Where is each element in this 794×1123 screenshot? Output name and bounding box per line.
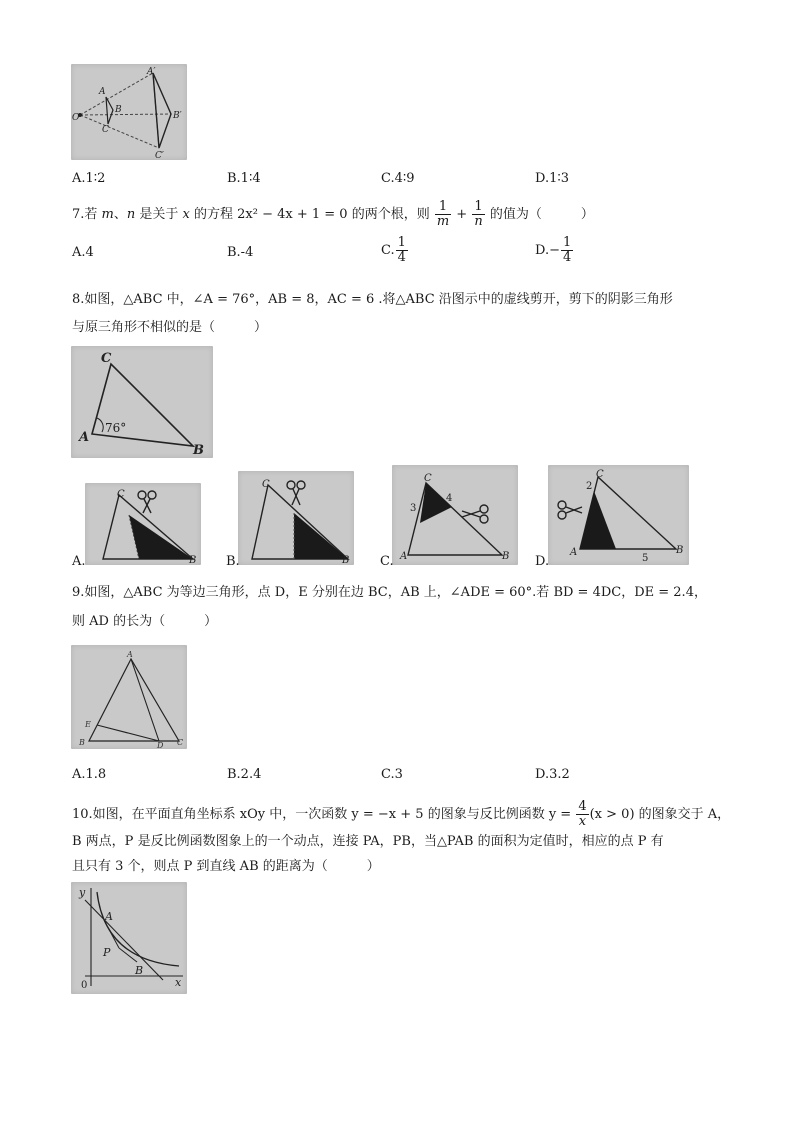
q8-optC-label-b: B <box>502 551 510 562</box>
q7-stem-e: 的值为（ ） <box>485 207 594 222</box>
q7-frac2-num: 1 <box>472 200 484 215</box>
q8-optC-label-4: 4 <box>446 493 453 504</box>
q7-option-b: B.-4 <box>227 245 254 260</box>
q10-stem-line2: B 两点，P 是反比例函数图象上的一个动点，连接 PA，PB，当△PAB 的面积为定值时，相应的点 P 有 <box>72 834 664 849</box>
q8-optB-label-b: B <box>342 555 350 565</box>
q8-optD-label-2: 2 <box>586 481 593 492</box>
q7-sep: 、 <box>113 207 127 222</box>
q8-optD-label-5: 5 <box>642 553 649 564</box>
q7-stem-c: 的方程 <box>189 207 238 222</box>
q8-option-b-drawing <box>238 471 354 565</box>
q6-label-b2: B′ <box>173 111 182 121</box>
q7-option-c-prefix: C. <box>381 243 395 258</box>
q7-option-a: A.4 <box>72 245 94 260</box>
q10-fraction <box>576 800 588 829</box>
q8-option-d-drawing <box>548 465 689 565</box>
q9-option-b: B.2.4 <box>227 767 262 782</box>
scissors-icon <box>558 501 582 519</box>
q6-label-c2: C′ <box>155 151 164 160</box>
q6-label-b: B <box>115 105 122 115</box>
q10-stem-line3: 且只有 3 个，则点 P 到直线 AB 的距离为（ ） <box>72 859 380 874</box>
q7-option-c <box>381 236 409 265</box>
q7-equation: 2x² − 4x + 1 = 0 <box>237 207 348 222</box>
q8-optB-label-c: C <box>262 479 270 490</box>
q7-var-m: m <box>101 207 114 222</box>
q7-frac1-den: m <box>436 214 450 229</box>
q8-optC-label-c: C <box>424 473 432 484</box>
q10-stem-line1-b: (x > 0) 的图象交于 A， <box>589 807 731 822</box>
q9-option-a: A.1.8 <box>72 767 107 782</box>
q9-figure-drawing <box>71 645 187 749</box>
q8-option-b-figure <box>238 471 354 565</box>
q7-frac2-den: n <box>474 214 483 229</box>
q8-optC-label-a: A <box>400 551 408 562</box>
q10-label-a: A <box>105 910 113 923</box>
q7-option-c-fraction <box>396 236 408 265</box>
q6-option-d: D.1∶3 <box>535 171 570 186</box>
q8-stem-line1: 8.如图，△ABC 中，∠A = 76°，AB = 8，AC = 6 .将△ABC 沿图示中的虚线剪开，剪下的阴影三角形 <box>72 292 673 307</box>
scissors-icon <box>138 491 156 513</box>
q8-main-figure <box>71 346 213 458</box>
q6-label-a: A <box>99 87 106 97</box>
q10-label-o: 0 <box>81 980 88 991</box>
q9-label-a: A <box>127 650 133 659</box>
q10-frac-num: 4 <box>578 799 587 814</box>
q8-option-c-prefix: C. <box>380 554 394 569</box>
q10-frac-den: x <box>578 814 587 829</box>
q7-plus: + <box>452 207 472 222</box>
q10-label-b: B <box>135 964 144 977</box>
q8-optA-label-c: C <box>117 489 125 500</box>
q10-label-x: x <box>175 976 182 989</box>
q6-figure-drawing <box>71 64 187 160</box>
q6-figure <box>71 64 187 160</box>
q7-fraction-1 <box>435 200 451 229</box>
q8-option-d-figure <box>548 465 689 565</box>
q8-main-label-b: B <box>193 443 204 458</box>
q10-stem-line1-a: 10.如图，在平面直角坐标系 xOy 中，一次函数 y = −x + 5 的图象与反比例函数 y = <box>72 807 576 822</box>
q8-main-label-angle: 76° <box>105 421 127 435</box>
q7-option-d-den: 4 <box>562 250 572 265</box>
q7-fraction-2 <box>472 200 484 229</box>
q9-option-d: D.3.2 <box>535 767 570 782</box>
q8-option-a-figure <box>85 483 201 565</box>
q8-option-b-prefix: B. <box>226 554 240 569</box>
q9-label-e: E <box>85 720 91 729</box>
q8-option-d-prefix: D. <box>535 554 550 569</box>
q8-optD-label-a: A <box>570 547 578 558</box>
q9-figure <box>71 645 187 749</box>
q7-var-n: n <box>126 207 136 222</box>
q9-option-c: C.3 <box>381 767 403 782</box>
q7-option-d <box>535 236 574 265</box>
q8-main-label-c: C <box>101 351 112 366</box>
q10-figure <box>71 882 187 994</box>
q9-stem-line1: 9.如图，△ABC 为等边三角形，点 D，E 分别在边 BC，AB 上，∠ADE = 60°.若 BD = 4DC，DE = 2.4， <box>72 585 707 600</box>
q9-stem-line2: 则 AD 的长为（ ） <box>72 614 218 629</box>
q8-stem-line2: 与原三角形不相似的是（ ） <box>72 320 268 335</box>
q9-label-b: B <box>79 738 85 747</box>
q7-var-x: x <box>182 207 190 222</box>
q7-stem-d: 的两个根，则 <box>347 207 434 222</box>
q10-label-p: P <box>103 946 111 959</box>
q8-option-a-drawing <box>85 483 201 565</box>
q6-option-b: B.1∶4 <box>227 171 261 186</box>
q6-option-a: A.1∶2 <box>72 171 106 186</box>
q7-option-d-fraction <box>561 236 573 265</box>
q7-option-c-den: 4 <box>397 250 406 265</box>
q7-stem <box>72 200 594 229</box>
q9-label-c: C <box>177 738 184 747</box>
q6-label-a2: A′ <box>147 67 156 77</box>
q9-label-d: D <box>157 741 164 749</box>
q8-optD-label-c: C <box>596 469 604 480</box>
q8-optC-label-3: 3 <box>410 503 417 514</box>
q10-figure-drawing <box>71 882 187 994</box>
q8-optD-label-b: B <box>676 545 684 556</box>
q8-option-a-prefix: A. <box>72 554 86 569</box>
q6-label-c: C <box>102 125 109 135</box>
scissors-icon <box>287 481 305 505</box>
q7-stem-a: 7.若 <box>72 207 102 222</box>
q8-option-c-figure <box>392 465 518 565</box>
q10-label-y: y <box>79 886 86 899</box>
q6-label-o: O <box>72 113 80 123</box>
q8-main-drawing <box>71 346 213 458</box>
q7-frac1-num: 1 <box>435 200 451 215</box>
q7-option-d-prefix: D.− <box>535 243 560 258</box>
q8-option-c-drawing <box>392 465 518 565</box>
q7-option-d-num: 1 <box>562 235 572 250</box>
q6-option-c: C.4∶9 <box>381 171 415 186</box>
q8-optA-label-b: B <box>189 555 197 565</box>
q7-option-c-num: 1 <box>397 235 406 250</box>
q8-main-label-a: A <box>79 430 90 445</box>
q10-stem-line1 <box>72 800 730 829</box>
q7-stem-b: 是关于 <box>135 207 183 222</box>
